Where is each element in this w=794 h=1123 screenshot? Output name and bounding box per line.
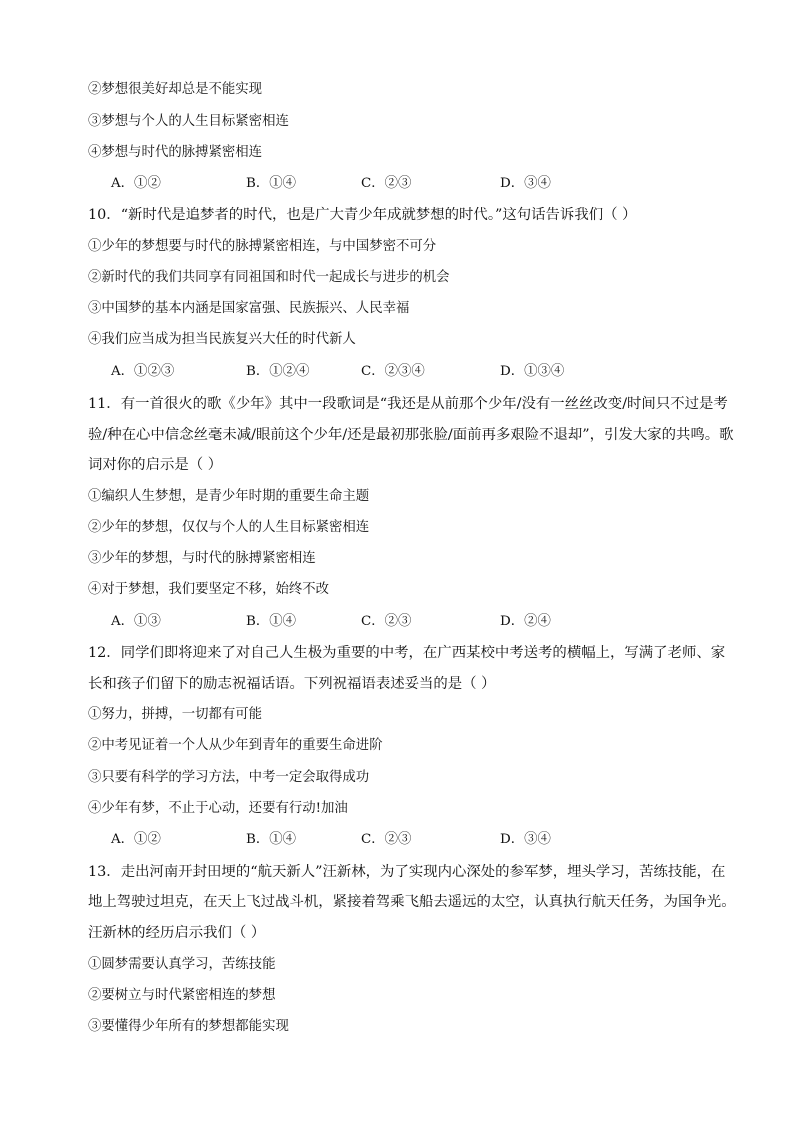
q11-choice-a[interactable]: A．①③ [111, 614, 161, 629]
q9-option-2: ②梦想很美好却总是不能实现 [88, 82, 263, 97]
q11-stem-line-1: 11．有一首很火的歌《少年》其中一段歌词是“我还是从前那个少年/没有一丝丝改变/时间只不过是考 [88, 396, 728, 412]
q12-option-4: ④少年有梦，不止于心动，还要有行动!加油 [88, 801, 348, 816]
q10-option-3: ③中国梦的基本内涵是国家富强、民族振兴、人民幸福 [88, 301, 410, 316]
q13-stem-line-2: 地上驾驶过坦克，在天上飞过战斗机，紧接着驾乘飞船去遥远的太空，认真执行航天任务，为国争光。 [88, 894, 736, 910]
q9-option-3: ③梦想与个人的人生目标紧密相连 [88, 114, 289, 129]
q9-choice-a[interactable]: A．①② [111, 176, 161, 191]
q12-option-3: ③只要有科学的学习方法，中考一定会取得成功 [88, 770, 370, 785]
q10-choice-d[interactable]: D．①③④ [500, 364, 565, 379]
q13-option-3: ③要懂得少年所有的梦想都能实现 [88, 1019, 289, 1034]
q12-choice-a[interactable]: A．①② [111, 832, 161, 847]
q10-stem-line-1: 10．“新时代是追梦者的时代，也是广大青少年成就梦想的时代。”这句话告诉我们（ ） [88, 207, 637, 223]
q12-stem-line-2: 长和孩子们留下的励志祝福话语。下列祝福语表述妥当的是（ ） [88, 676, 496, 692]
q10-option-4: ④我们应当成为担当民族复兴大任的时代新人 [88, 332, 356, 347]
q10-choice-c[interactable]: C．②③④ [361, 364, 425, 379]
q12-stem-line-1: 12．同学们即将迎来了对自己人生极为重要的中考，在广西某校中考送考的横幅上，写满了老师、家 [88, 645, 726, 661]
q10-option-1: ①少年的梦想要与时代的脉搏紧密相连，与中国梦密不可分 [88, 239, 437, 254]
q11-choice-d[interactable]: D．②④ [500, 614, 551, 629]
q12-choice-c[interactable]: C．②③ [361, 832, 412, 847]
q13-option-1: ①圆梦需要认真学习，苦练技能 [88, 957, 276, 972]
q9-choice-c[interactable]: C．②③ [361, 176, 412, 191]
q11-option-3: ③少年的梦想，与时代的脉搏紧密相连 [88, 551, 316, 566]
q11-choice-b[interactable]: B．①④ [246, 614, 297, 629]
q9-choice-b[interactable]: B．①④ [246, 176, 297, 191]
q11-option-4: ④对于梦想，我们要坚定不移，始终不改 [88, 582, 330, 597]
q11-stem-line-3: 词对你的启示是（ ） [88, 457, 223, 473]
q13-stem-line-3: 汪新林的经历启示我们（ ） [88, 925, 266, 941]
q9-choice-d[interactable]: D．③④ [500, 176, 551, 191]
q12-choice-d[interactable]: D．③④ [500, 832, 551, 847]
q10-choice-a[interactable]: A．①②③ [111, 364, 175, 379]
q11-option-2: ②少年的梦想，仅仅与个人的人生目标紧密相连 [88, 520, 370, 535]
q11-stem-line-2: 验/种在心中信念丝毫未减/眼前这个少年/还是最初那张脸/面前再多艰险不退却”，引发大家的共鸣。歌 [88, 427, 734, 443]
q13-option-2: ②要树立与时代紧密相连的梦想 [88, 988, 276, 1003]
q11-option-1: ①编织人生梦想，是青少年时期的重要生命主题 [88, 489, 370, 504]
q12-choice-b[interactable]: B．①④ [246, 832, 297, 847]
q9-option-4: ④梦想与时代的脉搏紧密相连 [88, 145, 263, 160]
q10-option-2: ②新时代的我们共同享有同祖国和时代一起成长与进步的机会 [88, 270, 450, 285]
q11-choice-c[interactable]: C．②③ [361, 614, 412, 629]
q13-stem-line-1: 13．走出河南开封田埂的“航天新人”汪新林，为了实现内心深处的参军梦，埋头学习，苦练技能，在 [88, 864, 726, 880]
q10-choice-b[interactable]: B．①②④ [246, 364, 310, 379]
q12-option-1: ①努力，拼搏，一切都有可能 [88, 707, 263, 722]
q12-option-2: ②中考见证着一个人从少年到青年的重要生命进阶 [88, 738, 383, 753]
